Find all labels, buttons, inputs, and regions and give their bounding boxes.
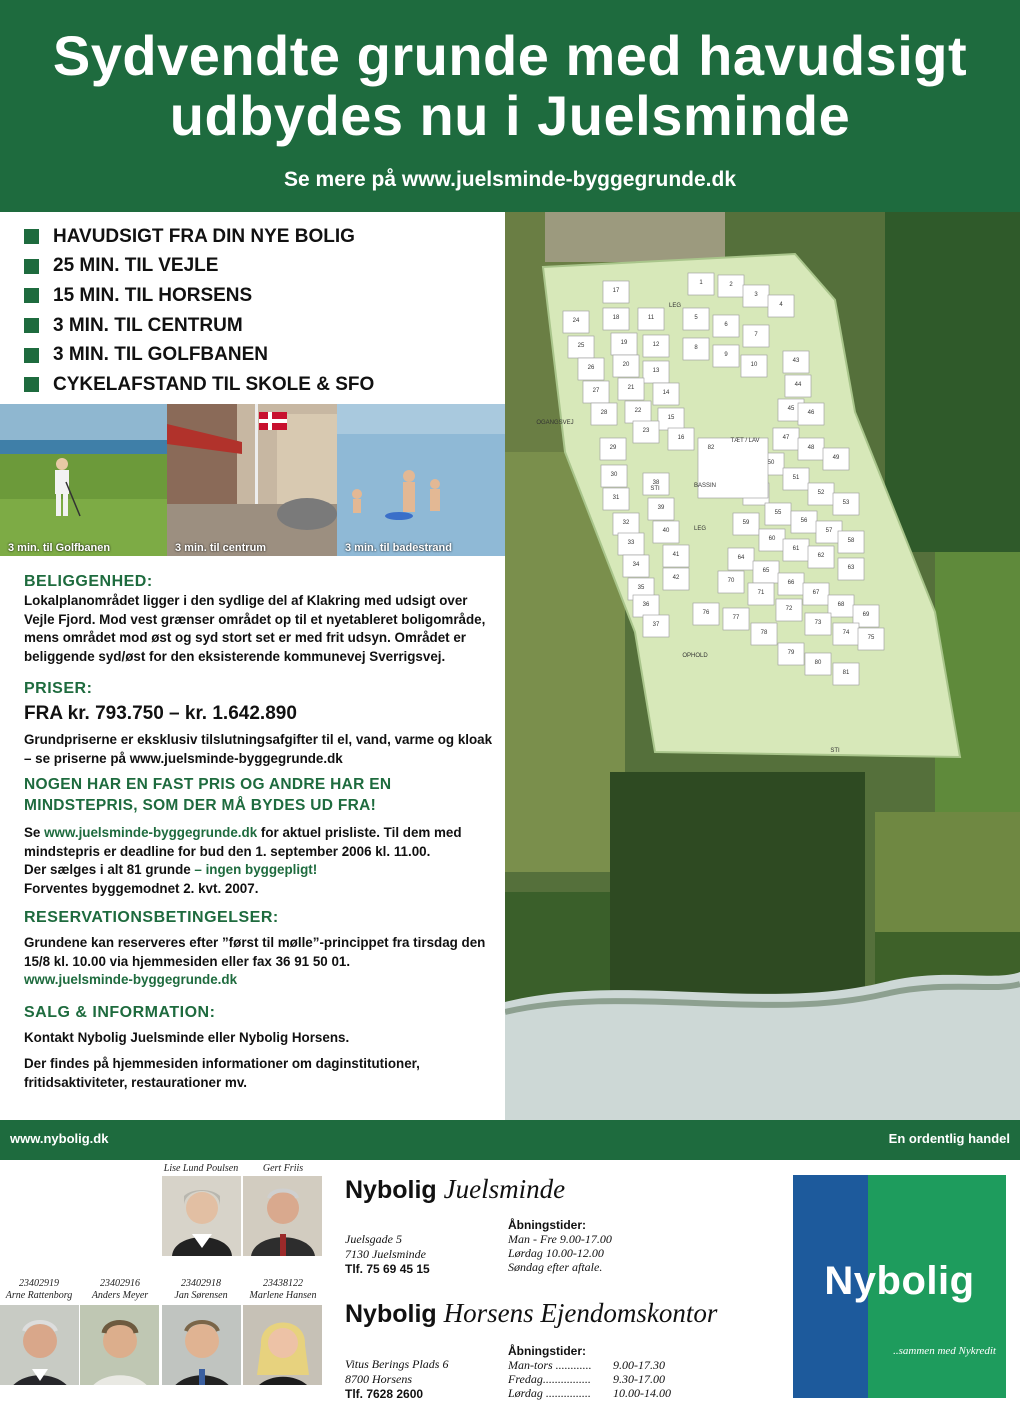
feature-text: 15 MIN. TIL HORSENS — [53, 284, 253, 306]
hours-line: Søndag efter aftale. — [508, 1260, 603, 1274]
staff-phone: 23402919 — [19, 1278, 59, 1289]
lot-number: 47 — [782, 435, 790, 441]
lot-number: 38 — [652, 480, 660, 486]
site-plan-map — [505, 212, 1020, 1120]
office-postal: 8700 Horsens — [345, 1372, 413, 1386]
square-bullet-icon — [24, 318, 39, 333]
reservation-section — [24, 908, 496, 990]
lot-number: 51 — [792, 475, 800, 481]
photo-caption: 3 min. til centrum — [175, 542, 267, 554]
hours-line: Lørdag 10.00-12.00 — [508, 1246, 604, 1260]
staff-name: Anders Meyer — [91, 1290, 149, 1301]
staff-phone: 23402918 — [181, 1278, 221, 1289]
office-address-juelsminde — [345, 1232, 430, 1277]
lot-number: 78 — [760, 630, 768, 636]
headline-line-1: Sydvendte grunde med havudsigt — [52, 24, 968, 87]
staff-portrait — [243, 1176, 322, 1256]
feature-text: 25 MIN. TIL VEJLE — [53, 255, 219, 277]
hours-row — [508, 1372, 671, 1386]
office-street: Juelsgade 5 — [345, 1232, 402, 1246]
lot-number: 48 — [807, 445, 815, 451]
area-label: STI — [650, 486, 660, 492]
lot-number: 77 — [732, 615, 740, 621]
lot-number: 68 — [837, 602, 845, 608]
lot-number: 44 — [794, 382, 802, 388]
feature-item — [24, 281, 494, 311]
area-label: LEG — [668, 303, 682, 309]
lot-number: 10 — [750, 362, 758, 368]
lot-number: 41 — [672, 552, 680, 558]
lot-number: 74 — [842, 630, 850, 636]
lot-number: 22 — [634, 408, 642, 414]
feature-item — [24, 370, 494, 400]
feature-list — [24, 222, 494, 400]
lot-number: 29 — [609, 445, 617, 451]
staff-phone: 23402916 — [100, 1278, 140, 1289]
feature-item — [24, 252, 494, 282]
square-bullet-icon — [24, 348, 39, 363]
staff-portrait — [162, 1176, 241, 1256]
price-highlight: NOGEN HAR EN FAST PRIS OG ANDRE HAR EN MINDSTEPRIS, SOM DER MÅ BYDES UD FRA! — [24, 776, 392, 814]
lot-number: 35 — [637, 585, 645, 591]
photo-caption: 3 min. til Golfbanen — [8, 542, 111, 554]
lot-number: 52 — [817, 490, 825, 496]
price-detail-text: for aktuel prisliste. Til dem med mindstepris er deadline for bud den 1. september 2006 kl. 11.00. — [24, 825, 462, 859]
price-detail-text: Se — [24, 825, 45, 840]
lot-number: 28 — [600, 410, 608, 416]
lot-number: 79 — [787, 650, 795, 656]
lot-number: 57 — [825, 528, 833, 534]
section-title: PRISER: — [24, 680, 93, 697]
lot-number: 64 — [737, 555, 745, 561]
lot-number: 18 — [612, 315, 620, 321]
website-link[interactable]: www.juelsminde-byggegrunde.dk — [24, 972, 238, 987]
lot-number: 24 — [572, 318, 580, 324]
feature-text: CYKELAFSTAND TIL SKOLE & SFO — [53, 373, 375, 395]
lot-number: 8 — [694, 345, 698, 351]
office-title-horsens — [345, 1298, 717, 1329]
office-title-juelsminde — [345, 1174, 565, 1205]
staff-name: Marlene Hansen — [249, 1290, 317, 1301]
lot-number: 56 — [800, 518, 808, 524]
section-title: SALG & INFORMATION: — [24, 1003, 216, 1021]
header-banner — [0, 0, 1020, 212]
price-range: FRA kr. 793.750 – kr. 1.642.890 — [24, 703, 297, 724]
lot-count — [24, 861, 496, 880]
square-bullet-icon — [24, 229, 39, 244]
headline-line-2: udbydes nu i Juelsminde — [169, 84, 851, 147]
hours-day: Man-tors ............ — [508, 1358, 592, 1372]
lot-number: 25 — [577, 343, 585, 349]
lot-number: 55 — [774, 510, 782, 516]
lot-number: 60 — [768, 536, 776, 542]
lot-number: 58 — [847, 538, 855, 544]
staff-name: Arne Rattenborg — [5, 1290, 73, 1301]
sales-info: Der findes på hjemmesiden informationer om daginstitutioner, fritidsaktiviteter, restaurationer mv. — [24, 1056, 420, 1090]
area-label: STI — [830, 748, 840, 754]
office-postal: 7130 Juelsminde — [345, 1247, 426, 1261]
lot-number: 72 — [785, 606, 793, 612]
office-street: Vitus Berings Plads 6 — [345, 1357, 449, 1371]
lot-number: 27 — [592, 388, 600, 394]
lot-number: 36 — [642, 602, 650, 608]
hours-day: Fredag................ — [508, 1372, 591, 1386]
lot-number: 23 — [642, 428, 650, 434]
lot-number: 26 — [587, 365, 595, 371]
staff-name: Gert Friis — [262, 1163, 304, 1174]
lot-number: 3 — [754, 292, 758, 298]
lot-number: 76 — [702, 610, 710, 616]
lot-number: 43 — [792, 358, 800, 364]
lot-number: 71 — [757, 590, 765, 596]
lot-number: 70 — [727, 578, 735, 584]
area-label: BASSIN — [693, 483, 717, 489]
lot-number: 33 — [627, 540, 635, 546]
lot-number: 39 — [657, 505, 665, 511]
lot-number: 62 — [817, 553, 825, 559]
office-phone[interactable]: Tlf. 7628 2600 — [345, 1387, 424, 1401]
price-note: Grundpriserne er eksklusiv tilslutningsafgifter til el, vand, varme og kloak – se priserne på www.juelsminde-byggegrunde.dk — [24, 732, 493, 766]
location-text: Lokalplanområdet ligger i den sydlige del af Klakring med udsigt over Vejle Fjord. Mod vest grænser området op til et nyetableret boligområde, mens området mod øst og syd stort set er med frit udsyn. Området er beliggende syd/øst for den eksisterende kommunevej Sverrigsvej. — [24, 593, 486, 664]
town-photo — [167, 404, 337, 556]
lot-number: 13 — [652, 368, 660, 374]
feature-text: 3 MIN. TIL CENTRUM — [53, 314, 243, 336]
nybolig-website-link[interactable]: www.nybolig.dk — [10, 1131, 109, 1146]
lot-number: 17 — [612, 288, 620, 294]
lot-number: 66 — [787, 580, 795, 586]
lot-number: 21 — [627, 385, 635, 391]
lot-number: 46 — [807, 410, 815, 416]
staff-phone: 23438122 — [263, 1278, 303, 1289]
lot-number: 1 — [699, 280, 703, 286]
feature-text: 3 MIN. TIL GOLFBANEN — [53, 344, 268, 366]
slogan: En ordentlig handel — [888, 1131, 1010, 1146]
office-brand: Nybolig — [345, 1300, 437, 1328]
lot-number: 73 — [814, 620, 822, 626]
lot-number: 11 — [647, 315, 655, 321]
nybolig-logo — [793, 1175, 1006, 1398]
main-text — [24, 572, 496, 1105]
footer-bar — [0, 1120, 1020, 1160]
lot-number: 37 — [652, 622, 660, 628]
sales-contact: Kontakt Nybolig Juelsminde eller Nybolig Horsens. — [24, 1029, 350, 1045]
lot-number: 31 — [612, 495, 620, 501]
hours-title: Åbningstider: — [508, 1218, 586, 1232]
office-brand: Nybolig — [345, 1176, 437, 1204]
office-phone[interactable]: Tlf. 75 69 45 15 — [345, 1262, 430, 1276]
feature-text: HAVUDSIGT FRA DIN NYE BOLIG — [53, 225, 355, 247]
photo-caption: 3 min. til badestrand — [345, 542, 452, 554]
lot-number: 80 — [814, 660, 822, 666]
area-label: LEG — [693, 526, 707, 532]
lot-number: 75 — [867, 635, 875, 641]
staff-portrait — [80, 1305, 159, 1385]
hours-line: Man - Fre 9.00-17.00 — [508, 1232, 612, 1246]
lot-number: 63 — [847, 565, 855, 571]
lot-number: 5 — [694, 315, 698, 321]
office-city: Horsens Ejendomskontor — [443, 1298, 718, 1328]
lot-number: 65 — [762, 568, 770, 574]
square-bullet-icon — [24, 377, 39, 392]
lot-number: 61 — [792, 546, 800, 552]
golf-photo — [0, 404, 167, 556]
lot-number: 19 — [620, 340, 628, 346]
staff-name: Lise Lund Poulsen — [163, 1163, 239, 1174]
photo-strip — [0, 404, 505, 556]
price-section — [24, 679, 496, 898]
logo-wordmark: Nybolig — [824, 1259, 975, 1303]
aerial-site-plan — [505, 212, 1020, 1120]
lot-number: 82 — [707, 445, 715, 451]
lot-number: 32 — [622, 520, 630, 526]
lot-number: 7 — [754, 332, 758, 338]
feature-item — [24, 340, 494, 370]
logo-tagline: ..sammen med Nykredit — [893, 1345, 996, 1357]
location-section — [24, 572, 496, 666]
staff-portrait — [162, 1305, 241, 1385]
opening-hours-horsens — [508, 1344, 671, 1400]
opening-hours-juelsminde — [508, 1218, 612, 1274]
lot-number: 2 — [729, 282, 733, 288]
area-label: OGANGSVEJ — [536, 420, 574, 426]
feature-item — [24, 222, 494, 252]
lot-number: 20 — [622, 362, 630, 368]
square-bullet-icon — [24, 259, 39, 274]
lot-number: 45 — [787, 406, 795, 412]
hours-row — [508, 1358, 671, 1372]
lot-number: 4 — [779, 302, 783, 308]
lot-number: 81 — [842, 670, 850, 676]
hours-time: 9.00-17.30 — [613, 1358, 665, 1372]
lot-number: 30 — [610, 472, 618, 478]
office-address-horsens — [345, 1357, 448, 1402]
hours-time: 9.30-17.00 — [613, 1372, 665, 1386]
lot-number: 67 — [812, 590, 820, 596]
lot-count-text: Der sælges i alt 81 grunde — [24, 862, 195, 877]
section-title: BELIGGENHED: — [24, 573, 153, 590]
lot-number: 59 — [742, 520, 750, 526]
expected-date: Forventes byggemodnet 2. kvt. 2007. — [24, 880, 259, 896]
area-label: OPHOLD — [682, 653, 708, 659]
lot-number: 40 — [662, 528, 670, 534]
website-link[interactable]: www.juelsminde-byggegrunde.dk — [44, 825, 258, 840]
staff-portrait — [243, 1305, 322, 1385]
lot-number: 15 — [667, 415, 675, 421]
staff-name: Jan Sørensen — [174, 1290, 228, 1301]
headline — [0, 0, 1020, 146]
price-detail — [24, 824, 496, 861]
hours-time: 10.00-14.00 — [613, 1386, 671, 1400]
lot-number: 50 — [767, 460, 775, 466]
lot-number: 6 — [724, 322, 728, 328]
beach-photo — [337, 404, 505, 556]
lot-number: 49 — [832, 455, 840, 461]
website-link[interactable]: Se mere på www.juelsminde-byggegrunde.dk — [284, 168, 736, 191]
hours-title: Åbningstider: — [508, 1344, 586, 1358]
reservation-text: Grundene kan reserveres efter ”først til mølle”-princippet fra tirsdag den 15/8 kl. 10.00 via hjemmesiden eller fax 36 91 50 01. — [24, 935, 486, 969]
lot-number: 12 — [652, 342, 660, 348]
lot-number: 53 — [842, 500, 850, 506]
lot-number: 34 — [632, 562, 640, 568]
square-bullet-icon — [24, 288, 39, 303]
area-label: TÆT / LAV — [730, 438, 760, 444]
feature-item — [24, 311, 494, 341]
hours-day: Lørdag ............... — [508, 1386, 591, 1400]
hours-row — [508, 1386, 671, 1400]
lot-number: 9 — [724, 352, 728, 358]
lot-number: 14 — [662, 390, 670, 396]
staff-portrait — [0, 1305, 79, 1385]
lot-number: 69 — [862, 612, 870, 618]
lot-number: 42 — [672, 575, 680, 581]
section-title: RESERVATIONSBETINGELSER: — [24, 909, 279, 926]
sales-section — [24, 1003, 496, 1093]
no-building-obligation: – ingen byggepligt! — [194, 862, 318, 877]
office-city: Juelsminde — [443, 1174, 566, 1204]
lot-number: 16 — [677, 435, 685, 441]
